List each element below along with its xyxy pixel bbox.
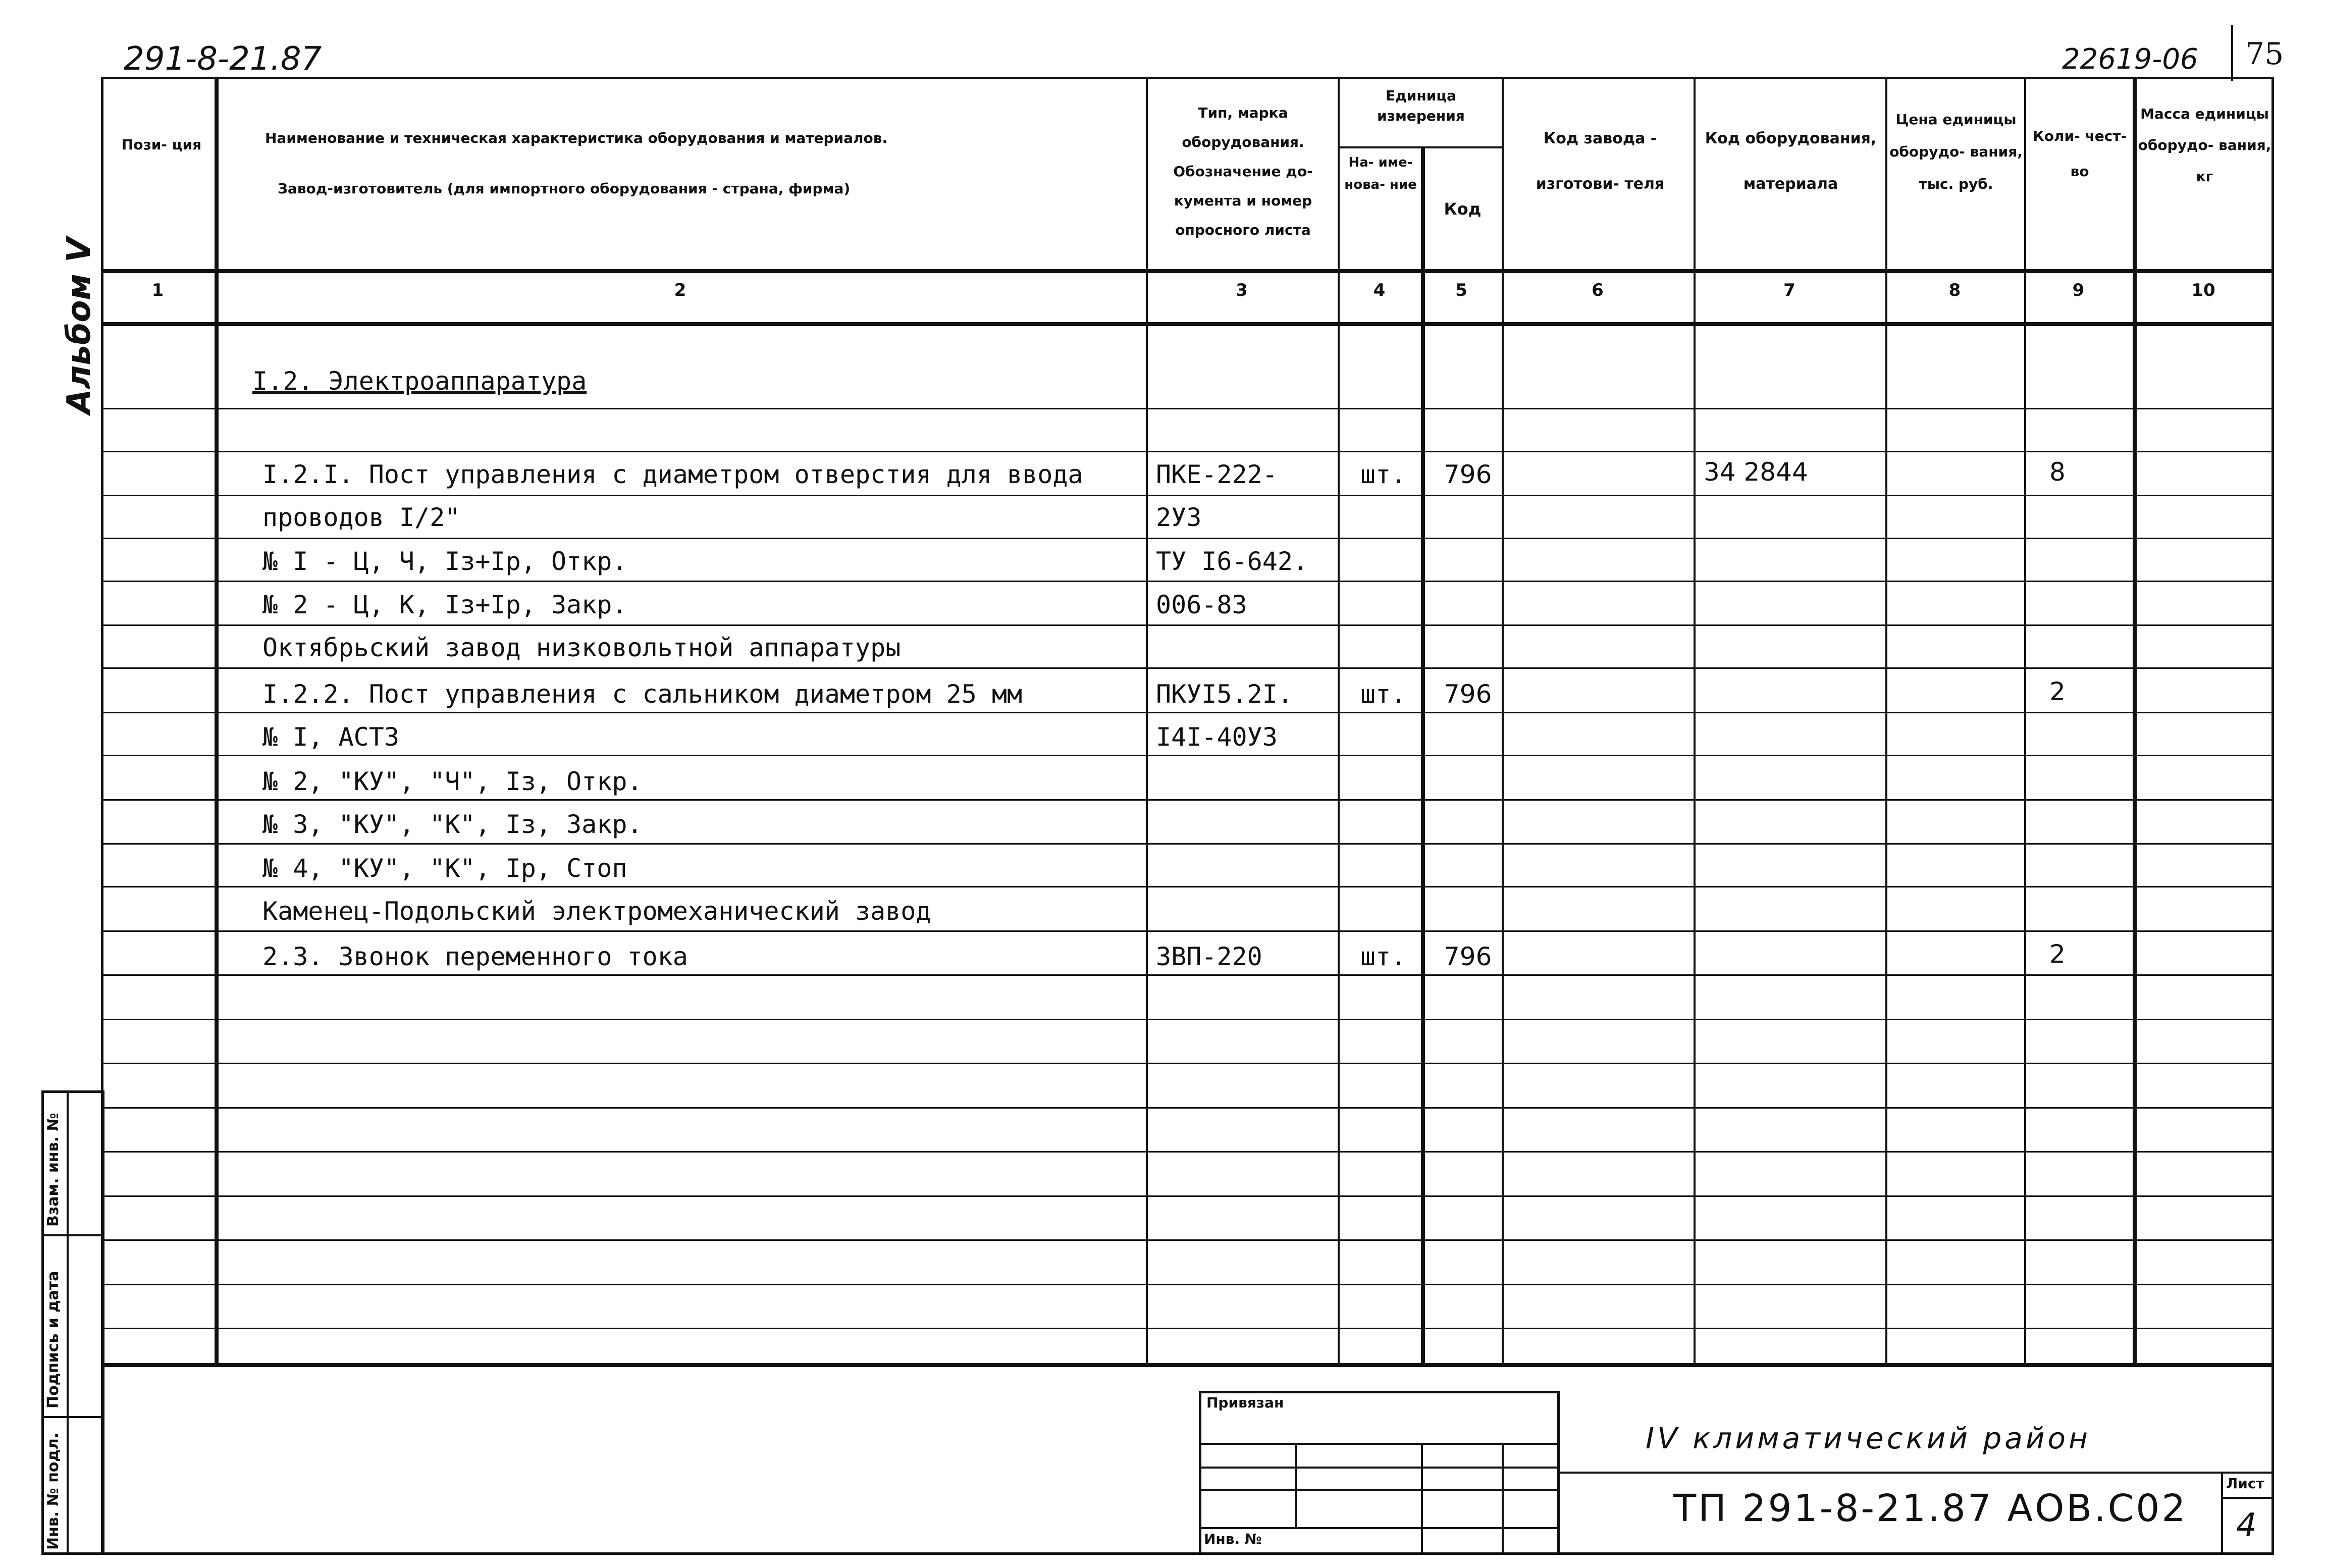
header-col5: Код [1444, 199, 1482, 219]
row-name: № 4, "КУ", "К", Iр, Стоп [262, 854, 627, 883]
row-type: I4I-40УЗ [1156, 722, 1278, 752]
colnum-5: 5 [1455, 280, 1467, 300]
colnum-10: 10 [2191, 280, 2215, 300]
row-manufacturer: Каменец-Подольский электромеханический завод [262, 897, 931, 926]
side-label-inv-podl: Инв. № подл. [44, 1432, 62, 1550]
list-box-divider [2221, 1472, 2223, 1555]
side-stamp-divider [67, 1090, 69, 1555]
header-col10: Масса единицы оборудо- вания, кг [2138, 106, 2271, 185]
row-name: 2.3. Звонок переменного тока [262, 942, 688, 971]
privyazan-vline-3 [1502, 1443, 1504, 1555]
privyazan-line-2 [1199, 1467, 1560, 1469]
row-separator [101, 886, 2274, 887]
colnum-4: 4 [1373, 280, 1386, 300]
album-label: Альбом V [61, 237, 98, 414]
side-stamp-sep-2 [41, 1416, 104, 1418]
inv-no-label: Инв. № [1204, 1531, 1262, 1547]
row-separator [101, 495, 2274, 496]
header-col1: Пози- ция [121, 136, 202, 153]
row-separator [101, 1239, 2274, 1241]
row-qty: 2 [2049, 677, 2066, 706]
row-name: № 2 - Ц, К, Iз+Iр, Закр. [262, 590, 627, 619]
colnum-6: 6 [1592, 280, 1604, 300]
row-code: 796 [1444, 942, 1492, 971]
col-line-9 [2133, 77, 2137, 1367]
row-type: 006-83 [1156, 590, 1247, 619]
header-col4: На- име- нова- ние [1344, 155, 1417, 192]
row-separator [101, 1063, 2274, 1064]
row-name: № 3, "КУ", "К", Iз, Закр. [262, 810, 643, 839]
row-name: I.2.2. Пост управления с сальником диаметром 25 мм [262, 680, 1023, 709]
colnum-9: 9 [2072, 280, 2085, 300]
doc-code-top-left: 291-8-21.87 [124, 40, 322, 78]
row-unit: шт. [1360, 460, 1406, 489]
colnum-3: 3 [1236, 280, 1248, 300]
row-separator [101, 843, 2274, 845]
row-separator [101, 712, 2274, 713]
row-name: № I - Ц, Ч, Iз+Iр, Откр. [262, 547, 627, 576]
colnum-1: 1 [151, 280, 164, 300]
colnum-7: 7 [1783, 280, 1795, 300]
side-label-inv-zam: Взам. инв. № [44, 1113, 62, 1227]
doc-code: ТП 291-8-21.87 АОВ.С02 [1673, 1487, 2188, 1530]
row-separator [101, 451, 2274, 452]
row-name: I.2.I. Пост управления с диаметром отверстия для ввода [262, 460, 1083, 489]
privyazan-line-4 [1199, 1527, 1560, 1529]
row-separator [101, 581, 2274, 582]
row-material-code: 34 2844 [1704, 457, 1808, 487]
colnum-bottom [101, 322, 2274, 326]
row-separator [101, 974, 2274, 976]
row-code: 796 [1444, 460, 1492, 489]
colnum-2: 2 [674, 280, 686, 300]
list-box-line [2221, 1497, 2274, 1499]
row-type: 2УЗ [1156, 503, 1202, 532]
col-line-5 [1502, 77, 1504, 1367]
row-separator [101, 624, 2274, 626]
row-separator [101, 799, 2274, 801]
side-stamp-sep-1 [41, 1234, 104, 1236]
col-line-6 [1694, 77, 1696, 1367]
row-separator [101, 1284, 2274, 1285]
side-label-sign-date: Подпись и дата [44, 1271, 62, 1408]
privyazan-label: Привязан [1206, 1394, 1284, 1411]
row-section-title: I.2. Электроаппаратура [252, 367, 587, 396]
row-type: ЗВП-220 [1156, 942, 1262, 971]
row-name: № 2, "КУ", "Ч", Iз, Откр. [262, 767, 643, 796]
row-type: ПКЕ-222- [1156, 460, 1278, 489]
header-col2-line2: Завод-изготовитель (для импортного оборудования - страна, фирма) [278, 180, 851, 197]
row-separator [101, 1195, 2274, 1197]
col-line-8 [2024, 77, 2026, 1367]
row-separator [101, 1107, 2274, 1109]
row-name: проводов I/2" [262, 503, 460, 532]
row-separator [101, 1328, 2274, 1329]
col-line-7 [1885, 77, 1887, 1367]
row-separator [101, 1019, 2274, 1020]
row-separator [101, 667, 2274, 669]
stamp-code-top-line [1560, 1472, 2274, 1474]
row-separator [101, 408, 2274, 409]
header-col7: Код оборудования, материала [1705, 130, 1877, 193]
doc-code-top-right: 22619-06 [2062, 43, 2198, 76]
row-separator [101, 930, 2274, 932]
row-manufacturer: Октябрьский завод низковольтной аппаратуры [262, 633, 901, 662]
privyazan-vline-2 [1421, 1443, 1423, 1555]
col-line-4 [1421, 146, 1425, 1367]
header-bottom [101, 269, 2274, 273]
list-number: 4 [2236, 1507, 2257, 1544]
row-separator [101, 1151, 2274, 1153]
header-col3: Тип, марка оборудования. Обозначение до- кумента и номер опросного листа [1173, 104, 1313, 238]
row-name: № I, АСТЗ [262, 722, 399, 752]
row-unit: шт. [1360, 942, 1406, 971]
row-separator [101, 538, 2274, 539]
unit-subheader-line [1338, 146, 1502, 148]
col-line-3 [1338, 77, 1340, 1367]
row-unit: шт. [1360, 680, 1406, 709]
climate-region: IV климатический район [1646, 1421, 2091, 1455]
row-qty: 2 [2049, 939, 2066, 969]
header-unit: Единица измерения [1377, 87, 1465, 124]
page-number-divider [2231, 25, 2233, 81]
row-type: ТУ I6-642. [1156, 547, 1308, 576]
row-type: ПКУI5.2I. [1156, 680, 1293, 709]
list-label: Лист [2226, 1475, 2264, 1492]
col-line-1 [215, 77, 219, 1367]
header-col9: Коли- чест- во [2032, 128, 2127, 180]
row-code: 796 [1444, 680, 1492, 709]
col-line-2 [1146, 77, 1148, 1367]
header-col2-line1: Наименование и техническая характеристика оборудования и материалов. [265, 130, 888, 146]
privyazan-line-1 [1199, 1443, 1560, 1445]
page-number: 75 [2245, 36, 2284, 72]
row-qty: 8 [2049, 457, 2066, 487]
header-col8: Цена единицы оборудо- вания, тыс. руб. [1889, 111, 2023, 192]
privyazan-vline-1 [1295, 1443, 1297, 1527]
row-separator [101, 755, 2274, 756]
privyazan-line-3 [1199, 1489, 1560, 1491]
colnum-8: 8 [1948, 280, 1961, 300]
header-col6: Код завода - изготови- теля [1536, 130, 1665, 193]
